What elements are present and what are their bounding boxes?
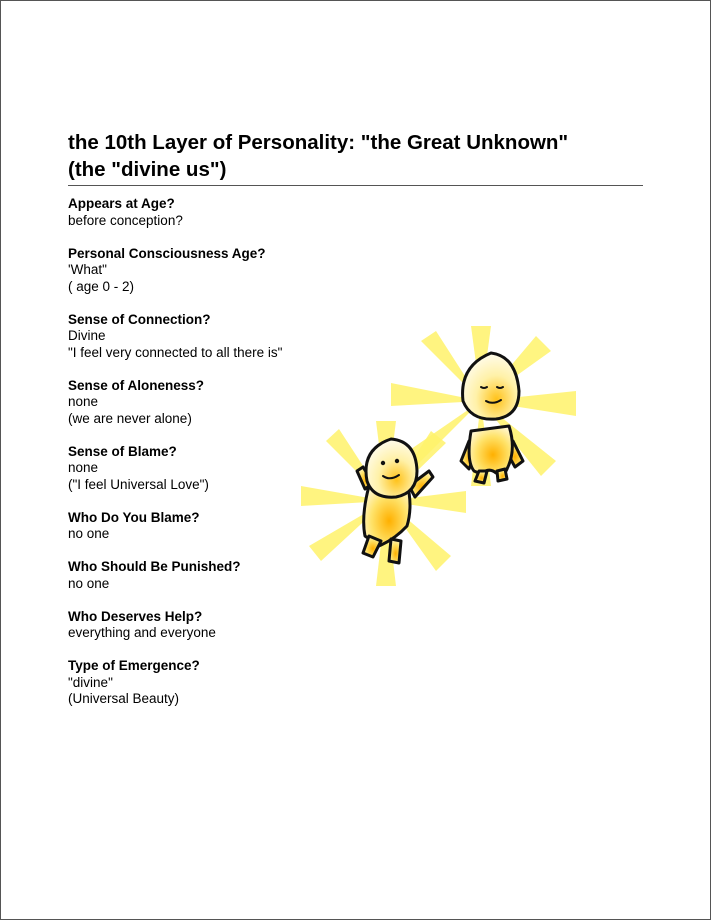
answer-text: ("I feel Universal Love") bbox=[68, 476, 209, 492]
question-label: Who Do You Blame? bbox=[68, 509, 200, 525]
answer-text: no one bbox=[68, 526, 110, 541]
qa-item bbox=[68, 658, 428, 708]
question-label: Sense of Connection? bbox=[68, 311, 211, 327]
question-label: Who Deserves Help? bbox=[68, 608, 203, 624]
title-line-1: the 10th Layer of Personality: "the Great Unknown" bbox=[68, 131, 569, 154]
answer-text: none bbox=[68, 460, 99, 475]
answer-text: (we are never alone) bbox=[68, 410, 192, 426]
answer-text: Divine bbox=[68, 328, 106, 343]
question-label: Sense of Aloneness? bbox=[68, 377, 205, 393]
question-label: Appears at Age? bbox=[68, 196, 175, 211]
question-label: Personal Consciousness Age? bbox=[68, 245, 266, 261]
glowing-figures-illustration bbox=[291, 321, 581, 591]
answer-text: before conception? bbox=[68, 212, 183, 228]
answer-text: "I feel very connected to all there is" bbox=[68, 344, 283, 360]
question-label: Who Should Be Punished? bbox=[68, 559, 241, 574]
page-title bbox=[68, 129, 668, 183]
qa-item bbox=[68, 609, 428, 642]
title-divider bbox=[68, 185, 643, 186]
qa-item bbox=[68, 246, 428, 296]
answer-text: none bbox=[68, 394, 99, 409]
answer-text: (Universal Beauty) bbox=[68, 691, 180, 706]
answer-text: "divine" bbox=[68, 674, 113, 690]
answer-text: no one bbox=[68, 575, 110, 591]
answer-text: ( age 0 - 2) bbox=[68, 278, 135, 294]
question-label: Type of Emergence? bbox=[68, 658, 200, 673]
figure-right bbox=[461, 353, 523, 483]
title-line-2: (the "divine us") bbox=[68, 158, 227, 181]
answer-text: 'What" bbox=[68, 262, 107, 277]
qa-item bbox=[68, 196, 428, 229]
answer-text: everything and everyone bbox=[68, 625, 216, 640]
question-label: Sense of Blame? bbox=[68, 443, 177, 459]
